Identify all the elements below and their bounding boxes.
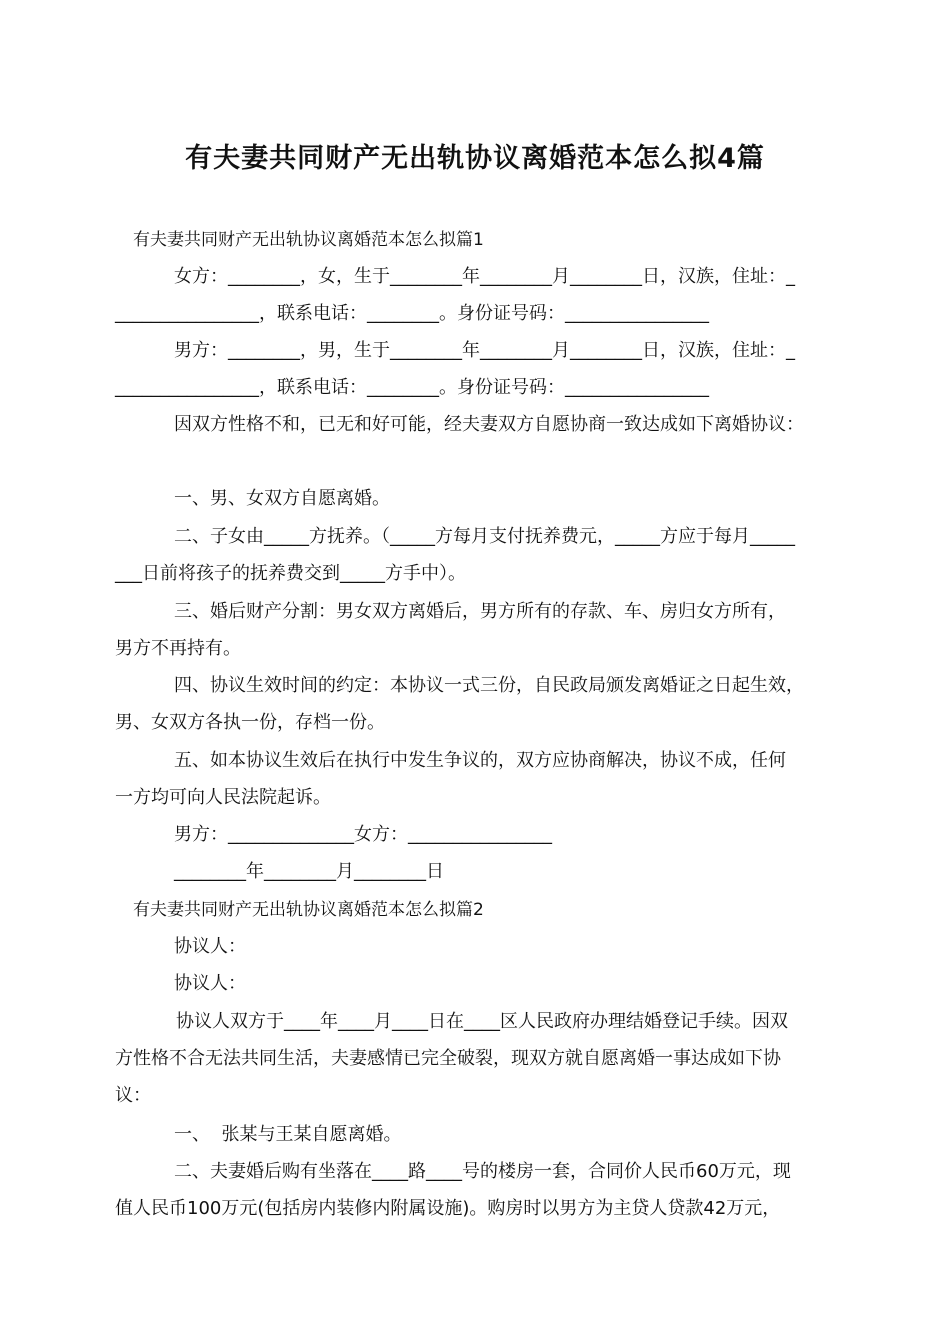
- paragraph-line: 二、夫妻婚后购有坐落在____路____号的楼房一套，合同价人民币60万元，现: [174, 1161, 791, 1182]
- paragraph-line: ___日前将孩子的抚养费交到_____方手中）。: [115, 563, 466, 584]
- paragraph-line: 协议人双方于____年____月____日在____区人民政府办理结婚登记手续。因双: [176, 1011, 788, 1032]
- paragraph-line: 因双方性格不和，已无和好可能，经夫妻双方自愿协商一致达成如下离婚协议：: [174, 414, 804, 435]
- paragraph-line: 四、协议生效时间的约定：本协议一式三份，自民政局颁发离婚证之日起生效，: [174, 675, 804, 696]
- paragraph-line: 男方不再持有。: [115, 638, 241, 659]
- date-line: ________年________月________日: [174, 861, 444, 882]
- paragraph-line: ________________，联系电话：________。身份证号码：________________: [115, 303, 709, 324]
- section-heading-2: 有夫妻共同财产无出轨协议离婚范本怎么拟篇2: [133, 900, 484, 920]
- paragraph-line: 方性格不合无法共同生活，夫妻感情已完全破裂，现双方就自愿离婚一事达成如下协: [115, 1048, 781, 1069]
- paragraph-line: 男方：________，男，生于________年________月________日，汉族，住址：_: [174, 340, 795, 361]
- paragraph-line: 三、婚后财产分割：男女双方离婚后，男方所有的存款、车、房归女方所有，: [174, 601, 786, 622]
- party-line: 协议人：: [174, 973, 246, 994]
- signature-line: 男方：______________女方：________________: [174, 824, 552, 845]
- paragraph-line: 议：: [115, 1085, 151, 1106]
- section-heading-1: 有夫妻共同财产无出轨协议离婚范本怎么拟篇1: [133, 230, 484, 250]
- paragraph-line: 男、女双方各执一份，存档一份。: [115, 712, 385, 733]
- party-line: 协议人：: [174, 936, 246, 957]
- paragraph-line: ________________，联系电话：________。身份证号码：________________: [115, 377, 709, 398]
- paragraph-line: 一、 张某与王某自愿离婚。: [174, 1124, 402, 1145]
- paragraph-line: 一方均可向人民法院起诉。: [115, 787, 331, 808]
- paragraph-line: 二、子女由_____方抚养。（_____方每月支付抚养费元，_____方应于每月_____: [174, 526, 795, 547]
- paragraph-line: 五、如本协议生效后在执行中发生争议的，双方应协商解决，协议不成，任何: [174, 750, 786, 771]
- document-title: 有夫妻共同财产无出轨协议离婚范本怎么拟4篇: [185, 143, 765, 174]
- paragraph-line: 值人民币100万元(包括房内装修内附属设施)。购房时以男方为主贷人贷款42万元，: [115, 1198, 781, 1219]
- paragraph-line: 女方：________，女，生于________年________月________日，汉族，住址：_: [174, 266, 795, 287]
- paragraph-line: 一、男、女双方自愿离婚。: [174, 488, 390, 509]
